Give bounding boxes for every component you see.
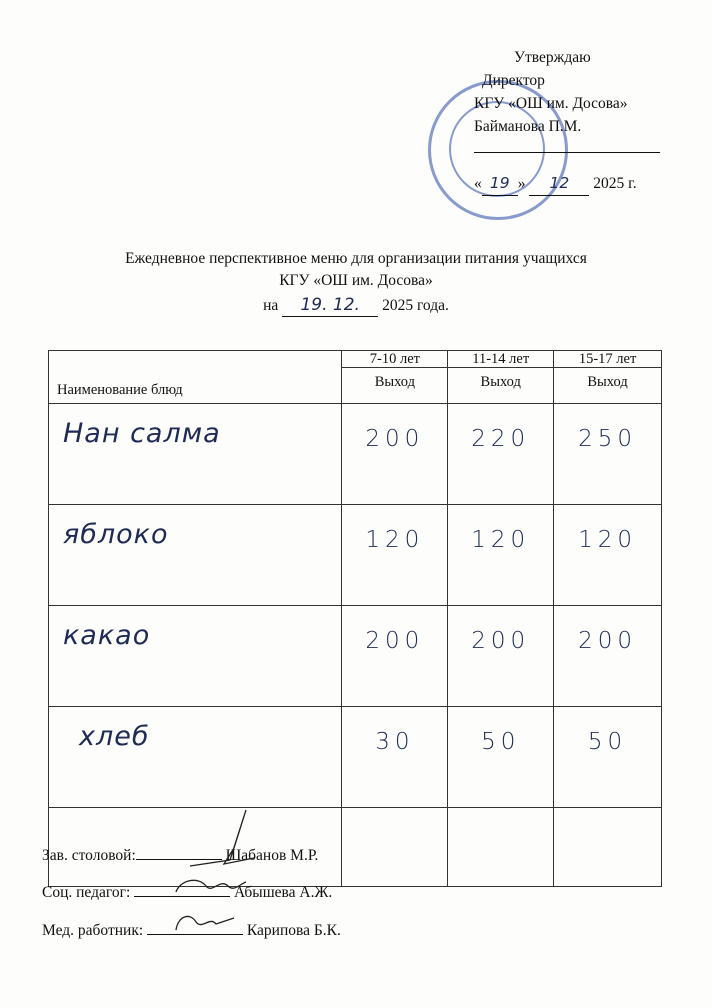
approval-organization: КГУ «ОШ им. Досова»	[474, 95, 628, 112]
table-row	[49, 707, 662, 808]
handwritten-signatures	[150, 800, 290, 950]
signature-role: Мед. работник:	[42, 922, 144, 939]
dish-name: какао	[49, 606, 342, 707]
signature-name: Абышева А.Ж.	[234, 884, 333, 901]
output-value: 200	[448, 606, 554, 707]
document-title: Ежедневное перспективное меню для организации питания учащихся	[125, 250, 587, 267]
approval-title: Утверждаю	[514, 49, 591, 66]
dish-name: яблоко	[49, 505, 342, 606]
output-value: 220	[448, 404, 554, 505]
approval-position: Директор	[482, 72, 545, 89]
signature-name: Шабанов М.Р.	[225, 847, 319, 864]
output-value	[448, 808, 554, 887]
output-value: 120	[448, 505, 554, 606]
header-output-3: Выход	[587, 374, 628, 390]
signature-role: Зав. столовой:	[42, 847, 136, 864]
signature-name: Карипова Б.К.	[246, 922, 341, 939]
approval-director-name: Байманова П.М.	[474, 118, 582, 135]
table-row	[49, 505, 662, 606]
output-value	[554, 808, 662, 887]
menu-table	[48, 350, 662, 887]
table-row	[49, 606, 662, 707]
output-value: 50	[448, 707, 554, 808]
header-age-2: 11-14 лет Выход	[448, 351, 554, 404]
dish-name: Нан салма	[49, 404, 342, 505]
menu-date: 19. 12.	[282, 294, 378, 317]
date-prefix: на	[263, 297, 279, 314]
output-value: 200	[342, 606, 448, 707]
date-day: 19	[482, 172, 518, 196]
output-value: 50	[554, 707, 662, 808]
signature-role: Соц. педагог:	[42, 884, 131, 901]
header-age-1: 7-10 лет Выход	[342, 351, 448, 404]
header-age-3: 15-17 лет Выход	[554, 351, 662, 404]
output-value: 120	[554, 505, 662, 606]
header-output-2: Выход	[480, 374, 521, 390]
document-organization: КГУ «ОШ им. Досова»	[279, 272, 433, 289]
date-suffix: 2025 года.	[382, 297, 449, 314]
header-output-1: Выход	[374, 374, 416, 390]
approval-date	[474, 172, 637, 196]
dish-name: хлеб	[49, 707, 342, 808]
output-value: 200	[554, 606, 662, 707]
output-value: 120	[342, 505, 448, 606]
date-quote-open: «	[474, 175, 482, 192]
date-month: 12	[529, 172, 589, 196]
output-value: 30	[342, 707, 448, 808]
date-quote-close: »	[517, 175, 526, 192]
approval-signature-line	[474, 152, 660, 153]
header-dish-name: Наименование блюд	[49, 351, 342, 404]
output-value: 250	[554, 404, 662, 505]
output-value: 200	[342, 404, 448, 505]
document-date-line	[0, 294, 712, 317]
output-value	[342, 808, 448, 887]
date-year: 2025 г.	[593, 175, 637, 192]
table-row	[49, 404, 662, 505]
